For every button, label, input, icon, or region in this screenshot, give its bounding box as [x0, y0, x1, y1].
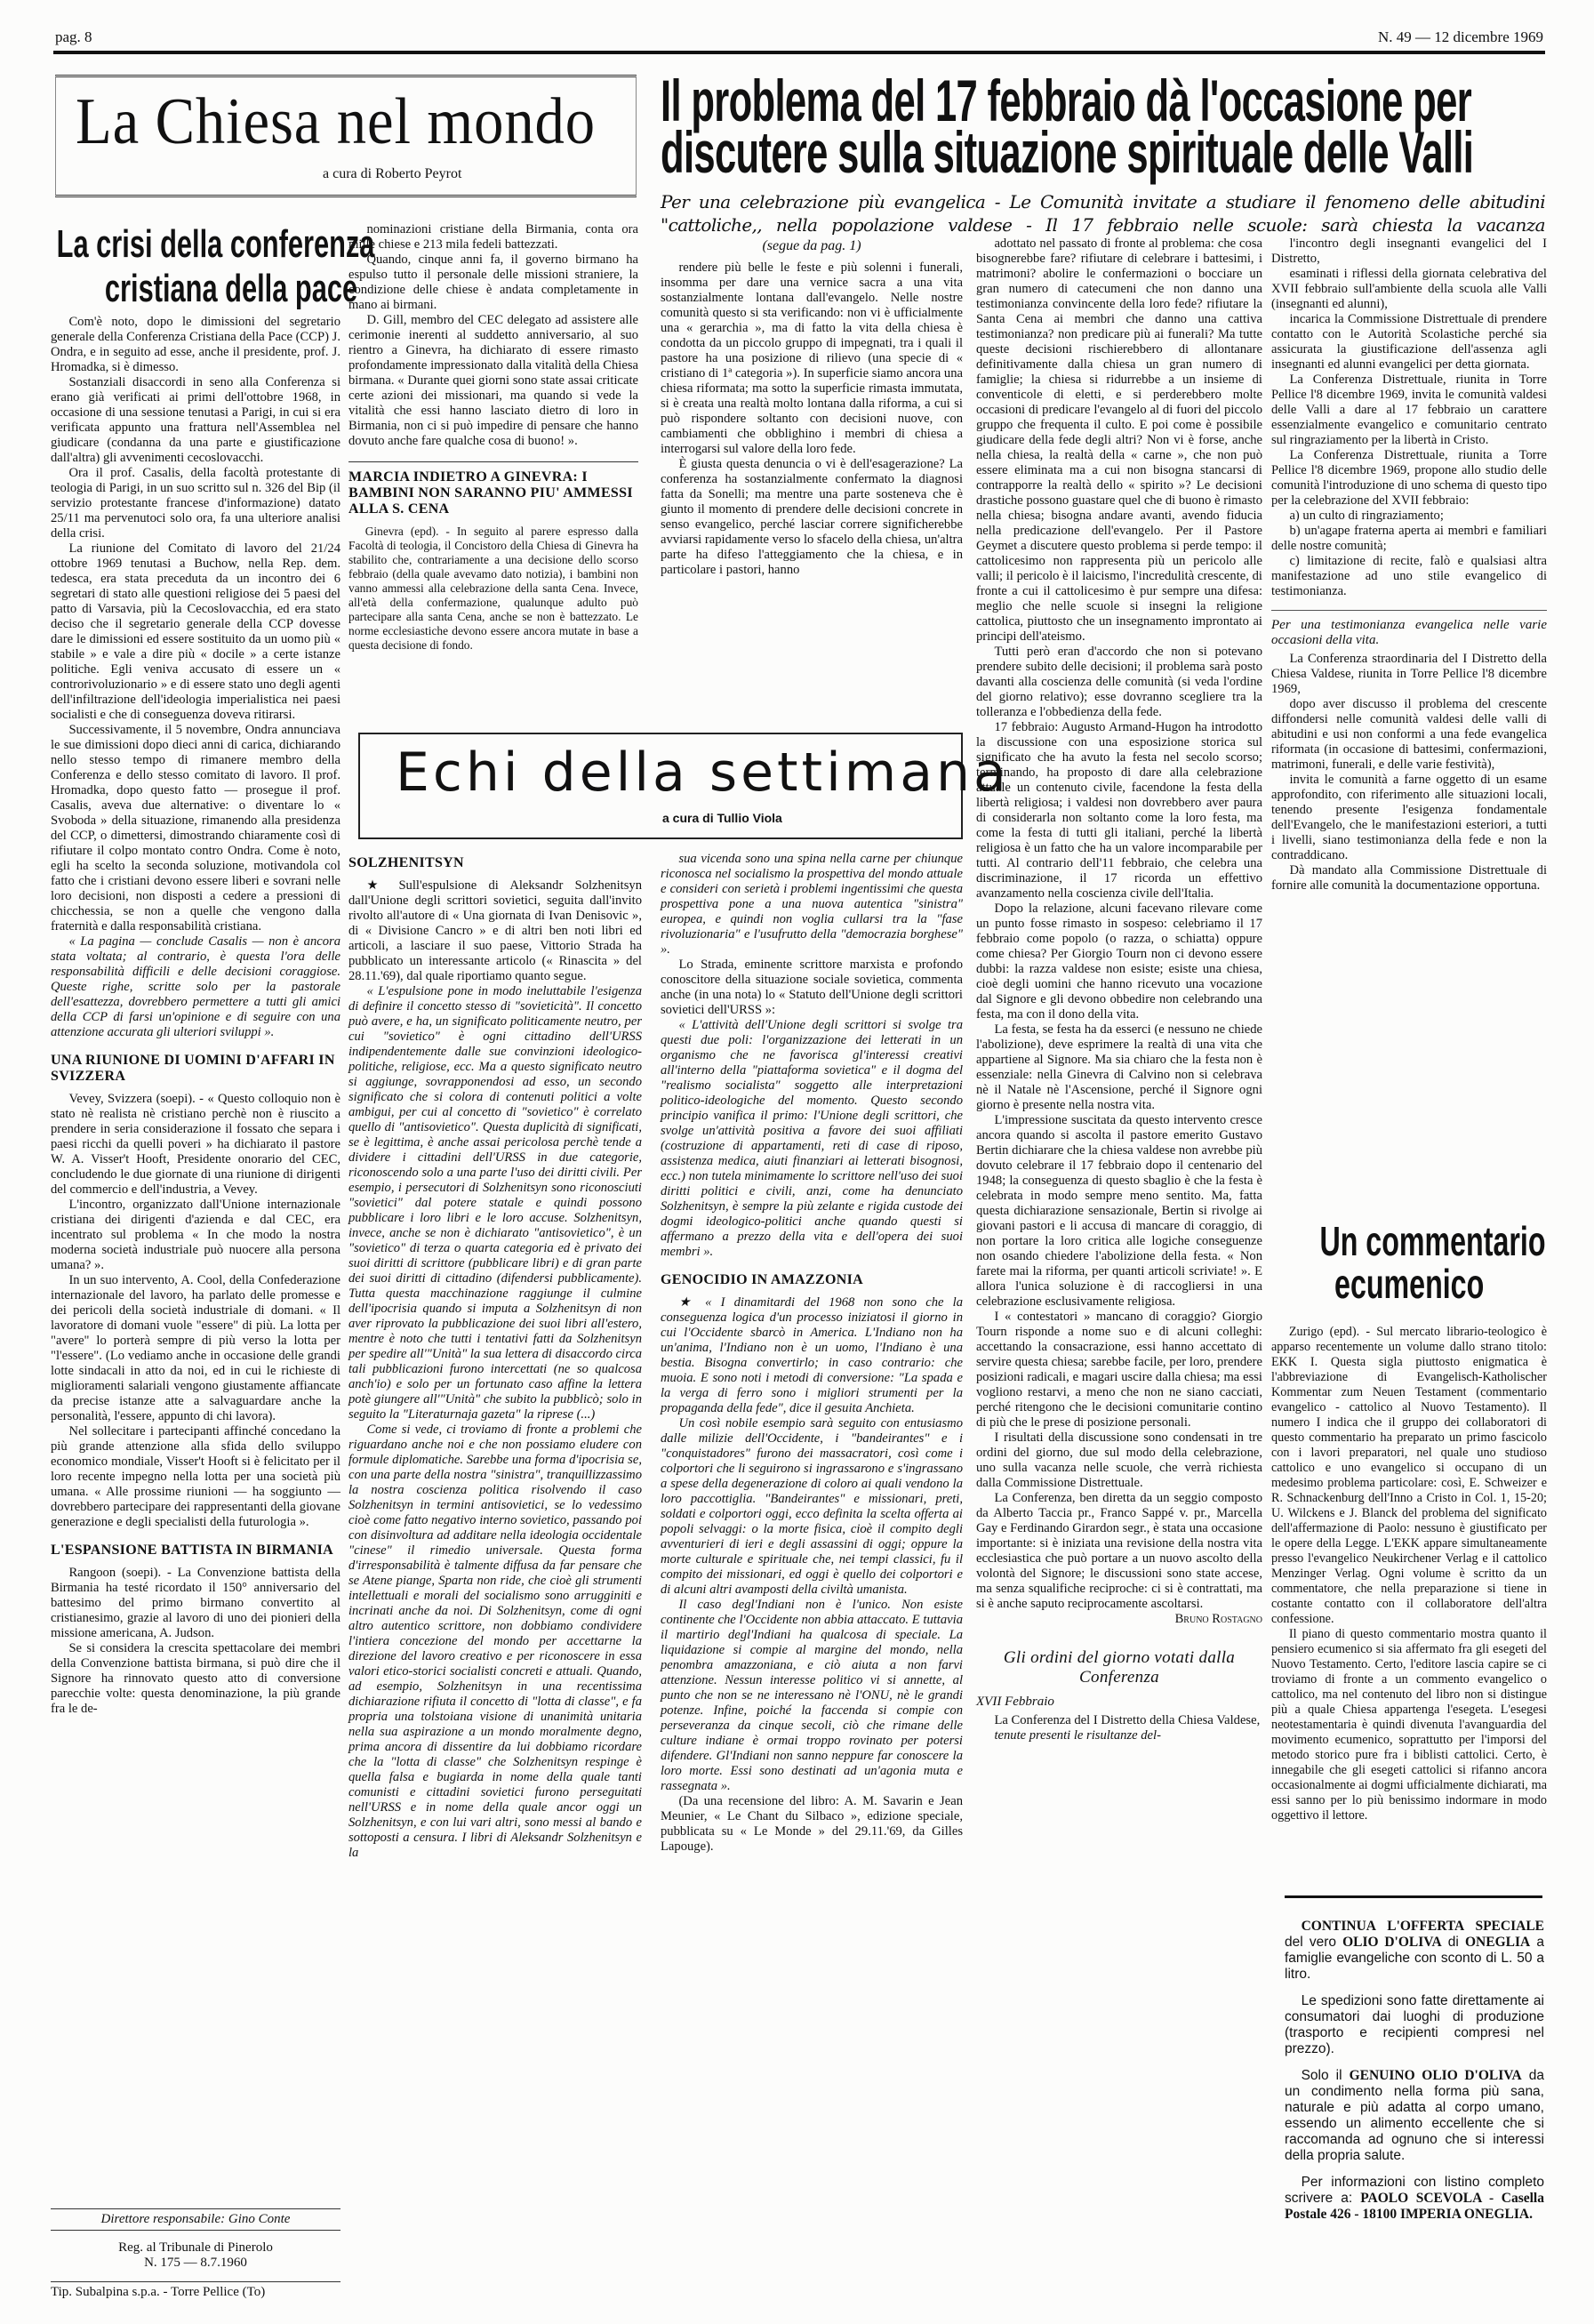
- paragraph: Successivamente, il 5 novembre, Ondra annunciava le sue dimissioni dopo dieci anni di carica, dichiarando nello stesso tempo di rimanere membro della Conferenza e dello stesso comitato di lavoro. Il prof. Hromadka, dopo questo fatto — prosegue il prof. Casalis, aveva due alternative: o diventare lo « Svoboda » della situazione, rimanendo alla presidenza del CCP, o dimettersi, dimostrando chiaramente così di rifiutare il colpo montato contro Ondra. Come è noto, egli ha scelto la seconda soluzione, motivandola col fatto che i cristiani devono essere liberi e sovrani nelle loro decisioni, non disposti a cedere a pressioni di chicchessia, se non a quelle che vengono dalla fraternità e dalla responsabilità cristiana.: [51, 723, 340, 934]
- paragraph: (Da una recensione del libro: A. M. Savarin e Jean Meunier, « Le Chant du Silbaco », edizione speciale, pubblicata su « Le Monde » del 29.11.'69, da Gilles Lapouge).: [661, 1794, 963, 1854]
- paragraph: La Conferenza Distrettuale, riunita in Torre Pellice l'8 dicembre 1969, invita le comunità valdesi delle Valli a dare al 17 febbraio un carattere essenzialmente evangelico e comunitario centrato sul ringraziamento per la libertà in Cristo.: [1271, 373, 1547, 447]
- echi-title: Echi della settimana: [396, 741, 1010, 804]
- paragraph: La Conferenza Distrettuale, riunita a Torre Pellice l'8 dicembre 1969, propone allo studio delle comunità l'introduzione di uno schema di questo tipo per la celebrazione del XVII febbraio:: [1271, 448, 1547, 508]
- paragraph: D. Gill, membro del CEC delegato ad assistere alle cerimonie inerenti al suddetto anniversario, al suo rientro a Ginevra, ha dichiarato di essere rimasto profondamente impressionato dalla vitalità della Chiesa birmana. « Durante quei giorni sono state assai criticate certe azioni dei missionari, ma quando si vede la vitalità che essi hanno lasciato dietro di loro in Birmania, non ci si può impedire di pensare che hanno dovuto anche fare qualche cosa di buono! ».: [348, 313, 638, 448]
- paragraph: sua vicenda sono una spina nella carne per chiunque riconosca nel socialismo la prospettiva del mondo attuale e consideri con serietà i problemi ingentissimi che questa prospettiva pone a una nuova autentica "sinistra" europea, e quindi non voglia cullarsi tra la "fase rivoluzionaria" e l'usufrutto della "democrazia borghese" ».: [661, 852, 963, 957]
- article-body: [1271, 1325, 1547, 1823]
- article-body: [1271, 236, 1547, 599]
- paragraph: Com'è noto, dopo le dimissioni del segretario generale della Conferenza Cristiana della Pace (CCP) J. Ondra, e in seguito ad esse, anche il presidente, prof. J. Hromadka, si è dimesso.: [51, 315, 340, 374]
- paragraph: Dopo la relazione, alcuni facevano rilevare come un punto fosse rimasto in sospeso: celebriamo il 17 febbraio come popolo (o razza, o schiatta) oppure come chiesa? Per Giorgio Tourn non ci devono essere dubbi: la razza valdese non esiste; esiste una chiesa, cioè degli uomini che hanno ricevuto una vocazione dal Signore e gli devono obbedire non celebrando una festa, ma con il dono della vita.: [976, 902, 1262, 1022]
- paragraph: nominazioni cristiane della Birmania, conta ora mille chiese e 213 mila fedeli battezzati.: [348, 222, 638, 252]
- section-byline: a cura di Roberto Peyrot: [323, 166, 462, 181]
- director-credit: Direttore responsabile: Gino Conte: [51, 2208, 340, 2231]
- section-title: La Chiesa nel mondo: [76, 85, 596, 158]
- article-body: [976, 1713, 1262, 1743]
- advert-paragraph: [1285, 2175, 1544, 2223]
- odg2-title: Per una testimonianza evangelica nelle varie occasioni della vita.: [1271, 610, 1547, 648]
- article-body: [51, 315, 340, 1040]
- subheading: SOLZHENITSYN: [348, 855, 464, 870]
- registration: [51, 2240, 340, 2271]
- paragraph: « La pagina — conclude Casalis — non è ancora stata voltata; al contrario, è questa l'ora delle responsabilità difficili e delle decisioni coraggiose. Queste righe, scritte solo per la pastorale dell'esattezza, dovrebbero permettere a tutti gli amici della CCP di farsi un'opinione e di seguire con una attenzione accurata gli ulteriori sviluppi ».: [51, 934, 340, 1039]
- odg-title: Gli ordini del giorno votati dalla Conferenza: [1003, 1648, 1236, 1687]
- section-title-box: [55, 75, 637, 197]
- paragraph: Lo Strada, eminente scrittore marxista e profondo conoscitore della situazione sociale sovietica, commenta anche (in una nota) lo « Statuto dell'Unione degli scrittori sovietici dell'URSS »:: [661, 958, 963, 1017]
- subheading: GENOCIDIO IN AMAZZONIA: [661, 1272, 863, 1287]
- commentario-title-1: Un commentario: [1319, 1218, 1546, 1264]
- main-headline-line-2: discutere sulla situazione spirituale delle Valli: [661, 119, 1474, 185]
- paragraph: esaminati i riflessi della giornata celebrativa del XVII febbraio sull'ambiente della scuola alle Valli (insegnanti ed alunni),: [1271, 267, 1547, 311]
- paragraph: adottato nel passato di fronte al problema: che cosa bisognerebbe fare? rifiutare di celebrare i battesimi, i matrimoni? abolire le confermazioni o bocciare un gran numero di catecumeni che non danno una testimonianza convincente della loro fede? rifiutare la Santa Cena ai membri che danno una cattiva testimonianza? non predicare più ai funerali? Ma tutte queste decisioni rischierebbero di allontanare definitivamente dalla chiesa un gran numero di famiglie; la chiesa si ridurrebbe a un insieme di conventicole di eletti, e si perderebbero molte occasioni di predicare l'evangelo al di fuori del piccolo gruppo che frequenta il culto. E poi come è possibile giudicare della fede degli altri? Non vi è forse, anche nella chiesa, la realtà della « carne », che non può essere eliminata ma a cui non bisogna stancarsi di contrapporre la realtà dello « spirito »? Le decisioni drastiche possono guastare quel che di buono è rimasto nella chiesa; bisogna andare avanti, avendo fiducia nella predicazione dell'evangelo. Per il Pastore Geymet a discutere questo problema si perde tempo: il cattolicesimo non rappresenta più un pericolo alle valli; il pericolo è il laicismo, l'incredulità crescente, di fronte a cui il cattolicesimo è pur sempre una difesa: meglio che nelle scuole si insegni la religione cattolica, piuttosto che un insegnamento improntato ai principi dell'ateismo.: [976, 236, 1262, 644]
- page-number: pag. 8: [55, 28, 92, 45]
- headline-line-1: La crisi della conferenza: [56, 222, 375, 266]
- advert-text: a famiglie evangeliche con sconto di L. 50 a litro.: [1285, 1935, 1544, 1982]
- article-body: [661, 260, 963, 578]
- article-body: [976, 236, 1262, 1612]
- paragraph: Dà mandato alla Commissione Distrettuale di fornire alle comunità la documentazione opportuna.: [1271, 863, 1547, 893]
- paragraph: La riunione del Comitato di lavoro del 21/24 ottobre 1969 tenutasi a Buchow, nella Rep. dem. tedesca, era stata preceduta da un incontro dei 6 segretari di stato alle questioni religiose dei 5 paesi del patto di Varsavia, più la Cecoslovacchia, ed era stato deciso che il segretario generale della CCP dovesse dare le dimissioni ed essere sostituito da un uomo più « stabile » e vale a dire più « docile » a certe istanze politiche. Egli veniva accusato di essere un « controrivoluzionario » e di essere stato uno degli agenti dell'infiltrazione dell'ideologia imperialistica nei paesi socialisti e che di conseguenza doveva ritirarsi.: [51, 541, 340, 722]
- main-headline-line-1: Il problema del 17 febbraio dà l'occasione per: [661, 68, 1471, 133]
- article-body: [348, 525, 638, 653]
- advert-paragraph: [1285, 2068, 1544, 2164]
- advert-bold: CONTINUA L'OFFERTA SPECIALE: [1301, 1919, 1544, 1934]
- paragraph: b) un'agape fraterna aperta ai membri e familiari delle nostre comunità;: [1271, 524, 1547, 553]
- echi-byline: a cura di Tullio Viola: [662, 811, 782, 825]
- printer-credit: Tip. Subalpina s.p.a. - Torre Pellice (To): [51, 2281, 340, 2300]
- subheading: UNA RIUNIONE DI UOMINI D'AFFARI IN SVIZZERA: [51, 1053, 335, 1084]
- advert-contact: PAOLO SCEVOLA - Casella Postale 426 - 18100 IMPERIA ONEGLIA.: [1285, 2191, 1544, 2222]
- paragraph: Rangoon (soepi). - La Convenzione battista della Birmania ha testé ricordato il 150° anniversario del battesimo del primo birmano convertito al cristianesimo, grazie al lavoro di uno dei pionieri della missione americana, A. Judson.: [51, 1566, 340, 1640]
- paragraph: La Conferenza straordinaria del I Distretto della Chiesa Valdese, riunita in Torre Pellice l'8 dicembre 1969,: [1271, 652, 1547, 696]
- paragraph: In un suo intervento, A. Cool, della Confederazione internazionale del lavoro, ha parlato delle promesse e dei pericoli della società industriale di domani. « Il lavoratore di domani vuole "essere" di più. La lotta per "avere" lo porterà sempre di più verso la lotta per "l'essere". (Lo vediamo anche in occasione delle grandi lotte sindacali in atto da noi, ed in cui le richieste di miglioramenti salariali vengono giustamente affiancate da precise istanze atte a salvaguardare anche la personalità, l'essere, appunto di chi lavora).: [51, 1273, 340, 1423]
- headline-line-2: cristiana della pace: [104, 267, 358, 310]
- paragraph: c) limitazione di recite, falò e qualsiasi altra manifestazione ad uno stile evangelico di testimonianza.: [1271, 554, 1547, 598]
- paragraph: « L'attività dell'Unione degli scrittori si svolge tra questi due poli: l'organizzazione dei letterati in un organismo che ne favorisca gl'interessi creativi all'interno della "piattaforma sovietica" e il dogma del "realismo socialista" soggetto alle interpretazioni politico-ideologiche del momento. Questo secondo principio vanifica il primo: l'Unione degli scrittori, che svolge un'attività positiva a favore dei suoi affiliati (costruzione di appartamenti, reti di case di riposo, assistenza medica, aiuti finanziari ai letterati bisognosi, ecc.) non tutela minimamente lo scrittore nell'uso dei suoi diritti politici e civili, anzi, come ha denunciato Solzhenitsyn, è sempre la più zelante e rigida custode dei dogmi ideologico-politici anche quando questi si affermano a prezzo della vita e dell'opera dei suoi membri ».: [661, 1018, 963, 1259]
- article-body: [661, 1295, 963, 1855]
- paragraph: dopo aver discusso il problema del crescente diffondersi nelle comunità valdesi delle valli di abitudini e usi non conformi a una fede evangelica riformata (in occasione di battesimi, confermazioni, matrimoni, funerali, e delle varie festività),: [1271, 697, 1547, 772]
- subheading: MARCIA INDIETRO A GINEVRA: I BAMBINI NON SARANNO PIU' AMMESSI ALLA S. CENA: [348, 461, 638, 517]
- advertisement: [1285, 1919, 1544, 2233]
- advert-paragraph: [1285, 1919, 1544, 1983]
- paragraph: Vevey, Svizzera (soepi). - « Questo colloquio non è stato nè realista nè cristiano perchè non è riuscito a prendere in seria considerazione il fossato che separa i paesi ricchi da quelli poveri » ha dichiarato il pastore W. A. Visser't Hooft, Presidente onorario del CEC, concludendo le due giornate di una riunione di dirigenti del commercio e dell'industria, a Vevey.: [51, 1092, 340, 1197]
- article-headline: [51, 222, 375, 315]
- column-fourth: [976, 236, 1262, 2256]
- paragraph: invita le comunità a farne oggetto di un esame approfondito, con riferimento alle situazioni locali, tenendo presente l'esigenza fondamentale dell'Evangelo, che le manifestazioni esteriori, a tutti i livelli, siano testimonianza della fede e non la contraddicano.: [1271, 773, 1547, 862]
- paragraph: ★ « I dinamitardi del 1968 non sono che la conseguenza logica d'un processo iniziatosi il giorno in cui l'Occidente sbarcò in America. L'Indiano non ha un'anima, l'Indiano non è un uomo, l'Indiano è una bestia. Bisogna convertirlo; in caso contrario: che muoia. E sono noti i metodi di conversione: "La spada e la verga di ferro sono i migliori strumenti per la propaganda della fede", dice il gesuita Anchieta.: [661, 1295, 963, 1415]
- paragraph: Se si considera la crescita spettacolare dei membri della Convenzione battista birmana, si può dire che il Signore ha rinnovato questo atto di conversione parecchie volte: questa denominazione, la più grande fra le de-: [51, 1641, 340, 1716]
- paragraph: La festa, se festa ha da esserci (e nessuno ne chiede l'abolizione), deve esprimere la realtà di una vita che appartiene al Signore. Ma sia chiaro che la festa non è essenziale: nella Ginevra di Calvino non si celebrava nè il Natale nè l'Ascensione, perché il Signore ogni giorno è presente nella nostra vita.: [976, 1022, 1262, 1112]
- paragraph: l'incontro degli insegnanti evangelici del I Distretto,: [1271, 236, 1547, 266]
- paragraph: La Conferenza, ben diretta da un seggio composto da Alberto Taccia pr., Franco Sappé v. pr., Marcella Gay e Ferdinando Girardon segr., è stata una occasione importante: si è iniziata una revisione della nostra vita ecclesiastica che può portare a un nuovo ascolto della volontà del Signore; le discussioni sono state accese, ma senza squalifiche reciproche: ci si è contrattati, ma si è anche saputo reciprocamente ascoltarsi.: [976, 1491, 1262, 1611]
- column-third-lower: [661, 852, 963, 2256]
- paragraph: Come si vede, ci troviamo di fronte a problemi che riguardano anche noi e che non possiamo eludere con formule diplomatiche. Sarebbe una forma d'ipocrisia se, con una parte della nostra "sinistra", tranquillizzassimo la nostra coscienza politica risolvendo il caso Solzhenitsyn in termini antisovietici, se lo vedessimo cioè come fatto negativo interno sovietico, passando poi con disinvoltura ad additare nella ideologia occidentale "cinese" il rimedio universale. Questa forma d'irresponsabilità è talmente diffusa da far pensare che se Atene piange, Sparta non ride, che cioè gli strumenti intellettuali e morali del socialismo sono arrugginiti e incrinati anche da noi. Di Solzhenitsyn, come di ogni altro autentico scrittore, non dobbiamo condividere l'intiera concezione del mondo per accettarne la direzione del lavoro creativo e per riconoscere in essa valori etico-storici socialisti concreti e attuali. Quando, ad esempio, Solzhenitsyn in una recentissima dichiarazione rifiuta il concetto di "lotta di classe", e fa propria una tolstoiana visione di unanimità unitaria nella sua aspirazione a un mondo moralmente degno, prima ancora di dissentire da lui dobbiamo ricordare che la "lotta di classe" che Solzhenitsyn respinge è quella falsa e bugiarda in nome della quale tanti comunisti e cittadini sovietici furono perseguitati nell'URSS e in nome della quale ancor oggi un Solzhenitsyn, e con lui vari altri, sono messi al bando e sottoposti a censura. I libri di Aleksandr Solzhenitsyn e la: [348, 1422, 642, 1860]
- advert-text: del vero: [1285, 1935, 1343, 1950]
- paragraph: Sostanziali disaccordi in seno alla Conferenza si erano già verificati ai primi dell'ottobre 1968, in occasione di una sessione tenutasi a Parigi, in cui si era verificata appunto una frattura nell'Assemblea nel giudicare (condanna da una parte e giustificazione dall'altra) gli avvenimenti cecoslovacchi.: [51, 375, 340, 465]
- paragraph: I risultati della discussione sono condensati in tre ordini del giorno, due sul modo della celebrazione, uno sulla vacanza nelle scuole, che verrà richiesta dalla Commissione Distrettuale.: [976, 1430, 1262, 1490]
- continued-note: (segue da pag. 1): [762, 238, 861, 253]
- advert-paragraph: Le spedizioni sono fatte direttamente ai consumatori dai luoghi di produzione (trasporto e recipienti compresi nel prezzo).: [1285, 1993, 1544, 2056]
- paragraph: L'incontro, organizzato dall'Unione internazionale cristiana dei dirigenti d'azienda e dal CEC, era incentrato sul problema « In che modo la nostra moderna società industriale può nuocere alla persona umana? ».: [51, 1198, 340, 1272]
- article-body: [348, 878, 642, 1861]
- issue-date: N. 49 — 12 dicembre 1969: [1377, 28, 1543, 45]
- paragraph: 17 febbraio: Augusto Armand-Hugon ha introdotto la discussione con una esposizione storica sul significato che ha avuto la festa nel secolo scorso; terminando, ha proposto di dare alla celebrazione attuale un contenuto civile, facendone la festa della libertà religiosa; i valdesi non dovrebbero aver paura di considerarla non soltanto come la loro festa, ma come la festa di tutti gli italiani, perché la libertà religiosa è un fatto che ha un valore incomparabile per tutti. Al contrario dell'11 febbraio, che celebra una discriminazione, il 17 ricorda un effettivo avanzamento nella coscienza civile dell'Italia.: [976, 720, 1262, 901]
- paragraph: Ora il prof. Casalis, della facoltà protestante di teologia di Parigi, in un suo scritto sul n. 326 del Bip (il servizio protestante francese d'informazione) datato 25/11 ma pervenutoci solo ora, fa una ulteriore analisi della crisi.: [51, 466, 340, 541]
- advert-rule: [1285, 1895, 1542, 1898]
- paragraph: Un così nobile esempio sarà seguito con entusiasmo dalle milizie dell'Occidente, i "bandeirantes" e i "conquistadores" furono dei massacratori, così come i colportori che li seguirono si ingrassarono e s'ingrassano a spese della degenerazione di coloro ai quali vendono la loro paccottiglia. "Bandeirantes" e missionari, preti, soldati e colportori oggi, ecco definita la scelta offerta ai popoli selvaggi: o la morte fisica, cioè il compito degli avventurieri di ieri e degli assassini di oggi; oppure la morte culturale e spirituale che, nei tempi classici, fu il compito dei missionari, ed oggi è quello dei colportori e di alcuni altri avamposti della civiltà umanista.: [661, 1416, 963, 1597]
- article-body: [1271, 652, 1547, 894]
- advert-bold: ONEGLIA: [1465, 1935, 1531, 1950]
- author-signature: Bruno Rostagno: [1174, 1612, 1262, 1626]
- registration-line-1: Reg. al Tribunale di Pinerolo: [118, 2240, 273, 2255]
- paragraph: tenute presenti le risultanze del-: [994, 1728, 1161, 1743]
- column-third-upper: [661, 236, 963, 721]
- paragraph: Nel sollecitare i partecipanti affinché concedano la più grande attenzione alla sfida dello sviluppo economico mondiale, Visser't Hooft si è felicitato per il loro recente impegno nella lotta per una società più umana. « Alle prossime riunioni — ha soggiunto — dovrebbero partecipare dei rappresentanti della giovane generazione e degli specialisti della futurologia ».: [51, 1424, 340, 1529]
- paragraph: Zurigo (epd). - Sul mercato librario-teologico è apparso recentemente un volume dallo strano titolo: EKK I. Questa sigla piuttosto enigmatica è l'abbreviazione di Evangelisch-Katholischer Kommentar zum Neuen Testament (commentario evangelico - cattolico al Nuovo Testamento). Il numero I indica che il gruppo dei collaboratori di questo commentario ha preparato un primo fascicolo con i lavori preparatori, nel quale uno studioso cattolico e uno evangelico si occupano di un medesimo problema particolare: così, E. Schweizer e R. Schnackenburg dell'Inno a Cristo in Col. 1, 15-20; U. Wilckens e J. Blanck del problema del significato dell'affermazione di Paolo: nessuno è giustificato per le opere della Legge. L'EKK appare simultaneamente presso l'evangelico Neukirchener Verlag e il cattolico Menzinger Verlag. Ogni volume è scritto da un commentatore, che nella preparazione si tiene in costante contatto con il collaboratore dell'altra confessione.: [1271, 1325, 1547, 1626]
- paragraph: Il piano di questo commentario mostra quanto il pensiero ecumenico si sia affermato fra gli esegeti del Nuovo Testamento. Certo, l'editore lascia capire se ci troviamo di fronte a un commento evangelico o cattolico, ma nel contenuto del libro non si distingue più a quale Chiesa appartenga l'esegeta. L'esegesi neotestamentaria è quindi divenuta l'avanguardia del movimento ecumenico, soprattutto per l'imporsi del metodo storico pure fra i biblisti cattolici. Certo, è innegabile che gli esegeti cattolici si rifanno ancora occasionalmente ai dogmi ufficialmente dichiarati, ma essi sanno per lo più benissimo indormare in modo oggettivo il lettore.: [1271, 1627, 1547, 1823]
- column-second-upper: [348, 222, 638, 720]
- odg-subtitle: XVII Febbraio: [976, 1695, 1054, 1709]
- echi-title-box: [358, 733, 1010, 839]
- article-body: [661, 852, 963, 1260]
- column-fifth-lower: [1271, 1325, 1547, 1854]
- column-fifth-upper: [1271, 236, 1547, 1179]
- paragraph: Tutti però eran d'accordo che non si potevano prendere subito delle decisioni; il problema sarà posto davanti alla coscienza delle comunità (si veda l'ordine del giorno relativo); esse dovranno scegliere tra la tolleranza e l'obbedienza della fede.: [976, 645, 1262, 719]
- header-rule: [53, 51, 1545, 54]
- commentario-title-2: ecumenico: [1334, 1261, 1485, 1307]
- paragraph: ★ Sull'espulsione di Aleksandr Solzhenitsyn dall'Unione degli scrittori sovietici, seguita dall'invito rivolto all'autore di « Una giornata di Ivan Denisovic », di « Divisione Cancro » e di altri ben noti libri ed articoli, a lasciare il suo paese, Vittorio Strada ha pubblicato un interessante articolo (« Rinascita » del 28.11.'69), dal quale riportiamo quanto segue.: [348, 878, 642, 983]
- commentario-headline: [1271, 1220, 1547, 1305]
- advert-text: Per informazioni con listino completo scrivere a:: [1285, 2175, 1544, 2206]
- paragraph: a) un culto di ringraziamento;: [1289, 509, 1444, 523]
- article-body: [348, 222, 638, 449]
- paragraph: Ginevra (epd). - In seguito al parere espresso dalla Facoltà di teologia, il Concistoro della Chiesa di Ginevra ha stabilito che, contrariamente a una decisione dello scorso febbraio (della quale avevamo dato notizia), i bambini non vanno ammessi alla celebrazione della santa Cena. Invece, all'età della confermazione, qualunque adulto può partecipare alla santa Cena, anche se non è battezzato. Le norme ecclesiastiche devono essere ancora mutate in base a questa decisione di fondo.: [348, 525, 638, 652]
- paragraph: Quando, cinque anni fa, il governo birmano ha espulso tutto il personale delle missioni straniere, la condizione delle chiese è andata completamente in mano ai birmani.: [348, 252, 638, 312]
- subheading: L'ESPANSIONE BATTISTA IN BIRMANIA: [51, 1543, 333, 1558]
- paragraph: I « contestatori » mancano di coraggio? Giorgio Tourn risponde a nome suo e di alcuni colleghi: accettando la consacrazione, essi hanno accettato di servire questa chiesa; sarebbe facile, per loro, prendere posizioni radicali, e magari uscire dalla chiesa; ma essi vogliono restarvi, a meno che non ne siano cacciati, perché ritengono che le decisioni comunitarie contino di più che le prese di posizione personali.: [976, 1310, 1262, 1430]
- paragraph: La Conferenza del I Distretto della Chiesa Valdese,: [994, 1713, 1261, 1727]
- advert-text: Solo il: [1301, 2068, 1350, 2083]
- paragraph: Il caso degl'Indiani non è l'unico. Non esiste continente che l'Occidente non abbia attaccato. E tuttavia il martirio degl'Indiani ha qualcosa di speciale. La liquidazione si compie al margine del mondo, nella penombra amazzoniana, e ciò aiuta a non farvi attenzione. Nessun interesse politico vi si annette, al punto che non se ne interessano nè l'ONU, nè le grandi potenze. Infine, poiché la faccenda si compie con perseveranza da cinque secoli, ciò che rimane delle culture indiane è ormai troppo rovinato per potersi difendere. Gl'Indiani non sanno neppure far conoscere la loro morte. Essi sono destinati ad un'agonia muta e rassegnata ».: [661, 1598, 963, 1793]
- article-body: [51, 1566, 340, 1717]
- paragraph: È giusta questa denuncia o vi è dell'esagerazione? La conferenza ha sostanzialmente confermato la diagnosi fatta da Sonelli; ma mentre una parte sosteneva che è giunto il momento di prendere delle decisioni concrete in senso evangelico, perché lasciar correre significherebbe avviarsi rapidamente verso lo sfacelo della chiesa, un'altra parte ha difeso l'atteggiamento che la chiesa, e in particolare i pastori, hanno: [661, 457, 963, 577]
- advert-bold: GENUINO OLIO D'OLIVA: [1349, 2068, 1522, 2083]
- paragraph: incarica la Commissione Distrettuale di prendere contatto con le Autorità Scolastiche perché sia assicurata la giustificazione dell'assenza agli insegnanti ed alunni evangelici per detta giornata.: [1271, 312, 1547, 372]
- advert-text: di: [1441, 1935, 1465, 1950]
- advert-bold: OLIO D'OLIVA: [1342, 1935, 1442, 1950]
- article-body: [51, 1092, 340, 1530]
- main-subtitle: Per una celebrazione più evangelica - Le Comunità invitate a studiare il fenomeno delle abitudini "cattoliche,, nella popolazione valdese - Il 17 febbraio nelle scuole: sarà chiesta la vacanza: [661, 191, 1545, 236]
- registration-line-2: N. 175 — 8.7.1960: [144, 2256, 247, 2270]
- paragraph: rendere più belle le feste e più solenni i funerali, insomma per dare una vernice sacra a una vita sostanzialmente lontana dall'evangelo. Nelle nostre comunità questo si sta verificando: non vi è ufficialmente una « gerarchia », ma di fatto la vita della chiesa è condotta da un piccolo gruppo di impegnati, tra i quali il pastore ha una posizione di rilievo (una specie di « cristiano di 1ª categoria »). In superficie siamo ancora una chiesa riformata; ma sotto la superficie rimasta immutata, si è creata una realtà molto lontana dalla riforma, a cui si può rispondere soltanto con decisioni nuove, con cambiamenti che obblighino i membri di chiesa a interrogarsi sul valore della loro fede.: [661, 260, 963, 456]
- paragraph: « L'espulsione pone in modo ineluttabile l'esigenza di definire il concetto stesso di "sovieticità". Il concetto può avere, e ha, un significato politicamente neutro, per cui "sovietico" è ogni cittadino dell'URSS indipendentemente dalle sue convinzioni ideologico-politiche, religiose, ecc. Ma a questo significato neutro si aggiunge, sovrapponendosi ad esso, un secondo significato che si colora di contenuti politici a volte ambigui, per cui al concetto di "sovietico" è correlato quello di "antisovietico". Questa duplicità di significati, se è legittima, è anche assai pericolosa perchè tende a dividere i cittadini dell'URSS in due categorie, riconoscendo solo a una parte l'uso dei diritti civili. Per esempio, i persecutori di Solzhenitsyn sono riconosciuti "sovietici" dal potere statale e quindi possono pubblicare i loro libri e le loro accuse. Solzhenitsyn, invece, anche se non è dichiarato "antisovietico", è un "sovietico" di terza o quarta categoria ed è privato dei suoi diritti di scrittore (pubblicare libri) e di gran parte dei suoi diritti di cittadino (difendersi pubblicamente). Tutta questa macchinazione raggiunge il culmine dell'ipocrisia quando si imputa a Solzhenitsyn di non aver riprovato la pubblicazione dei suoi libri all'estero, mentre è noto che tutti i tentativi fatti da Solzhenitsyn per spedire all'"Unità" la sua lettera di disaccordo circa tali pubblicazioni furono intercettati (ne so qualcosa anch'io) e solo per un fortunato caso affine la lettera potè giungere all'"Unità" che subito la pubblicò; solo in seguito la "Literaturnaja gazeta" la riprese (...): [348, 984, 642, 1422]
- column-second-lower: [348, 852, 642, 2256]
- main-headline: [661, 68, 1474, 185]
- column-left: [51, 222, 375, 2200]
- paragraph: L'impressione suscitata da questo intervento cresce ancora quando si ascolta il pastore emerito Gustavo Bertin dichiarare che la chiesa valdese non avrebbe più dovuto celebrare il 17 febbraio dopo il centenario del 1948; la conseguenza di questo sbaglio è che la festa è celebrata in modo sempre meno sentito. Ma, fatta questa dichiarazione sensazionale, Bertin si rivolge ai giovani pastori e li accusa di mancare di coraggio, di non portare la loro critica alle logiche conseguenze non osando chiedere l'abolizione della festa. « Non farete mai la riforma, per quanti articoli scriviate! ». E allora l'unica soluzione è di raccogliersi in una celebrazione esclusivamente religiosa.: [976, 1113, 1262, 1309]
- advert-text: da un condimento nella forma più sana, naturale e più adatta al corpo umano, essendo un alimento eccellente che si raccomanda ad ognuno che si interessi della propria salute.: [1285, 2068, 1544, 2163]
